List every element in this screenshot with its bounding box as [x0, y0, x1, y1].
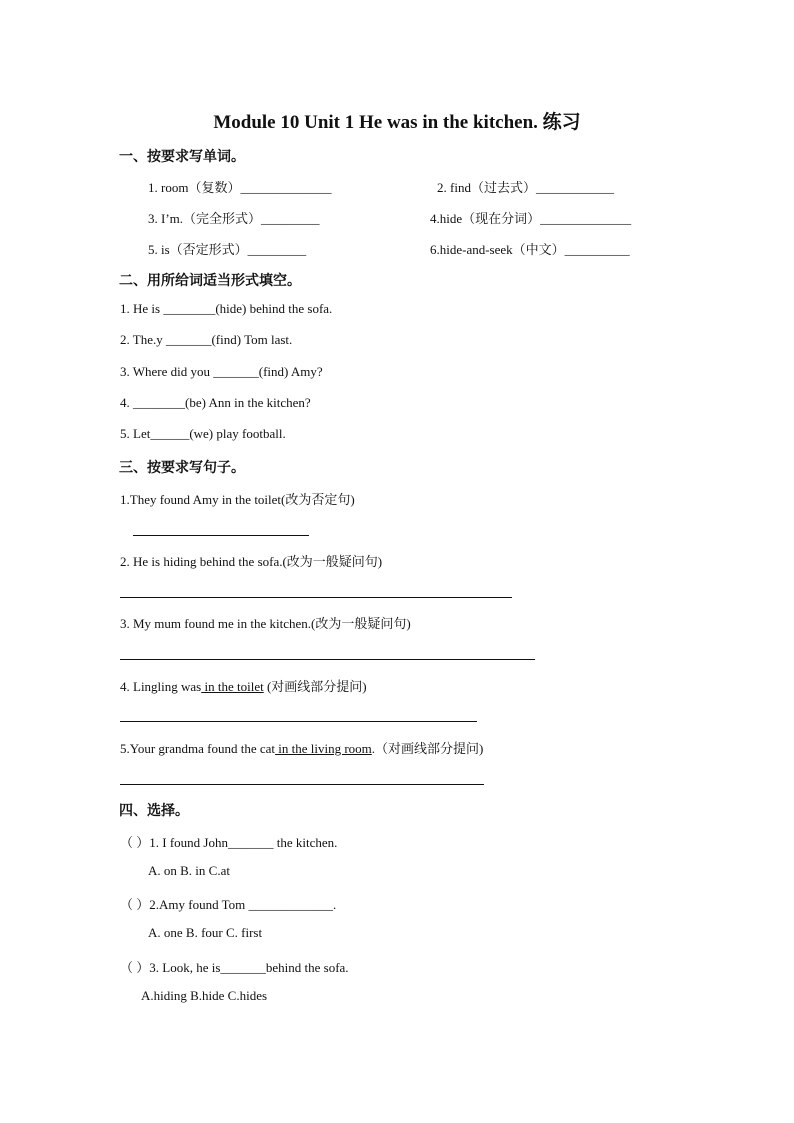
sentence-4-underlined: in the toilet [201, 679, 264, 694]
choice-2-question: （ ）2.Amy found Tom _____________. [120, 897, 337, 912]
section-2-item-5: 5. Let______(we) play football. [120, 426, 286, 441]
choice-3-options: A.hiding B.hide C.hides [141, 988, 268, 1003]
sentence-5-text: 5.Your grandma found the cat [120, 741, 276, 756]
section-1-item-5: 5. is（否定形式）_________ [148, 242, 307, 257]
section-2-item-3: 3. Where did you _______(find) Amy? [120, 364, 323, 379]
page-title: Module 10 Unit 1 He was in the kitchen. 练习 [213, 112, 581, 133]
section-3-heading: 三、按要求写句子。 [119, 460, 245, 476]
section-4-heading: 四、选择。 [119, 803, 189, 819]
section-1-item-2: 2. find（过去式）____________ [437, 180, 614, 195]
sentence-5-instruction: .（对画线部分提问) [371, 741, 484, 756]
answer-line-2 [120, 597, 512, 598]
sentence-4-instruction: (对画线部分提问) [263, 679, 367, 694]
answer-line-4 [120, 721, 477, 722]
answer-line-1 [133, 535, 309, 536]
section-2-item-1: 1. He is ________(hide) behind the sofa. [120, 301, 333, 316]
section-3-item-5 [120, 738, 483, 757]
section-1-heading: 一、按要求写单词。 [119, 149, 245, 165]
section-3-item-2: 2. He is hiding behind the sofa.(改为一般疑问句) [120, 554, 383, 569]
answer-line-5 [120, 784, 484, 785]
section-2-item-4: 4. ________(be) Ann in the kitchen? [120, 395, 311, 410]
section-1-item-4: 4.hide（现在分词）______________ [430, 211, 632, 226]
choice-2-options: A. one B. four C. first [148, 925, 263, 940]
section-1-item-6: 6.hide-and-seek（中文）__________ [430, 242, 630, 257]
choice-1-question: （ ）1. I found John_______ the kitchen. [120, 835, 338, 850]
choice-3-question: （ ）3. Look, he is_______behind the sofa. [120, 960, 349, 975]
answer-line-3 [120, 659, 535, 660]
section-3-item-1: 1.They found Amy in the toilet(改为否定句) [120, 492, 355, 507]
section-2-item-2: 2. The.y _______(find) Tom last. [120, 332, 293, 347]
section-3-item-3: 3. My mum found me in the kitchen.(改为一般疑问句) [120, 616, 411, 631]
section-3-item-4 [120, 676, 367, 695]
section-2-heading: 二、用所给词适当形式填空。 [119, 273, 301, 289]
sentence-4-text: 4. Lingling was [120, 679, 202, 694]
choice-1-options: A. on B. in C.at [148, 863, 230, 878]
section-1-item-1: 1. room（复数）______________ [148, 180, 332, 195]
sentence-5-underlined: in the living room [275, 741, 372, 756]
section-1-item-3: 3. I’m.（完全形式）_________ [148, 211, 320, 226]
